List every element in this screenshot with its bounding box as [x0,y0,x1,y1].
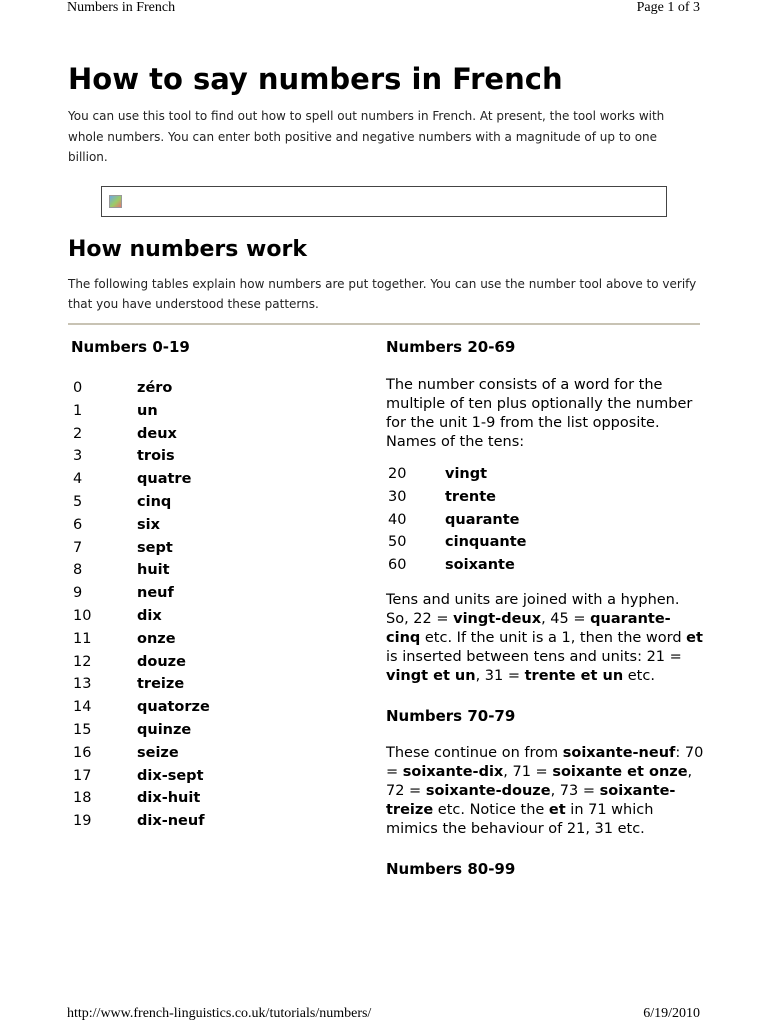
section-intro: The following tables explain how numbers are put together. You can use the number tool above to verify that you have understood these patterns. [68,276,697,311]
number-word: dix-huit [137,790,201,807]
text-run: etc. Notice the [433,801,549,818]
number-row [71,628,361,651]
number-digit: 40 [388,511,407,528]
number-row [71,787,361,810]
number-tool-frame[interactable] [101,186,667,217]
text-run: etc. If the unit is a 1, then the word [420,629,687,646]
example-word: soixante et onze [552,763,688,780]
text-run: : 70 = [386,744,704,780]
number-word: huit [137,562,170,579]
number-digit: 60 [388,557,407,574]
number-digit: 5 [73,493,83,510]
tens-row [386,463,704,486]
main-content [68,58,700,325]
number-word: soixante [445,557,515,574]
page-title: How to say numbers in French [68,62,563,96]
number-row [71,559,361,582]
number-digit: 16 [73,744,92,761]
number-row [71,445,361,468]
number-row [71,810,361,833]
number-digit: 2 [73,425,83,442]
number-word: dix [137,607,162,624]
number-digit: 9 [73,585,83,602]
number-word: onze [137,630,176,647]
numbers-80-99-title: Numbers 80-99 [386,859,516,878]
number-row [71,514,361,537]
number-word: cinquante [445,534,527,551]
number-row [71,491,361,514]
example-word: soixante-douze [425,782,551,799]
number-word: zéro [137,380,173,396]
number-row [71,582,361,605]
number-digit: 11 [73,630,92,647]
number-row [71,696,361,719]
page-number: Page 1 of 3 [636,0,700,15]
number-row [71,423,361,446]
number-word: sept [137,539,173,556]
text-run: , 31 = [475,667,525,684]
example-word: trente et un [524,667,624,684]
number-word: quarante [445,511,520,528]
number-word: vingt [445,466,488,482]
number-row [71,651,361,674]
number-digit: 14 [73,699,92,716]
example-word: et [548,801,566,818]
number-word: six [137,516,160,533]
example-word: soixante-neuf [562,744,676,761]
number-digit: 50 [388,534,407,551]
number-digit: 4 [73,471,83,488]
number-word: douze [137,653,186,670]
tens-row [386,486,704,509]
page-header-title: Numbers in French [67,0,176,15]
number-word: un [137,402,158,419]
example-word: et [686,629,703,646]
example-word: vingt-deux [453,610,542,627]
number-digit: 3 [73,448,83,465]
example-word: quarante-cinq [386,610,671,646]
number-digit: 1 [73,402,83,419]
tens-list [386,463,704,577]
number-word: quatre [137,471,192,488]
numbers-0-19-title: Numbers 0-19 [71,338,190,356]
numbers-20-99-column [386,337,704,879]
number-row [71,765,361,788]
number-row [71,537,361,560]
numbers-0-19-list [71,377,361,833]
text-run: etc. [623,667,655,684]
number-word: trois [137,448,175,465]
text-run: Tens and units are joined with a hyphen. So, 22 = [386,591,680,627]
text-run: , 45 = [541,610,591,627]
number-word: deux [137,425,177,442]
number-row [71,719,361,742]
number-digit: 12 [73,653,92,670]
footer-url: http://www.french-linguistics.co.uk/tutorials/numbers/ [67,1006,372,1021]
number-word: quatorze [137,699,210,716]
broken-image-icon [109,195,122,208]
number-digit: 7 [73,539,83,556]
numbers-70-79-title: Numbers 70-79 [386,706,516,725]
number-digit: 10 [73,607,92,624]
number-digit: 20 [388,466,407,482]
number-word: cinq [137,493,172,510]
number-word: dix-neuf [137,813,205,830]
number-word: quinze [137,721,192,738]
number-digit: 30 [388,488,407,505]
tens-row [386,531,704,554]
number-word: treize [137,676,185,693]
number-digit: 15 [73,721,92,738]
number-digit: 18 [73,790,92,807]
numbers-0-19-column [71,337,361,833]
number-digit: 19 [73,813,92,830]
intro-paragraph: You can use this tool to find out how to spell out numbers in French. At present, the tool works with whole numbers. You can enter both positive and negative numbers with a magnitude of up to one billion. [68,109,665,164]
number-row [71,400,361,423]
text-run: These continue on from [386,744,563,761]
number-word: neuf [137,585,174,602]
text-run: , 72 = [386,763,693,799]
number-row [71,742,361,765]
text-run: in 71 which mimics the behaviour of 21, 31 etc. [386,801,654,837]
number-digit: 8 [73,562,83,579]
example-word: soixante-dix [402,763,504,780]
section-heading: How numbers work [68,236,307,262]
numbers-20-69-intro: The number consists of a word for the multiple of ten plus optionally the number for the unit 1-9 from the list opposite. Names of the tens: [386,377,693,450]
number-row [71,673,361,696]
tens-units-joining-paragraph [386,591,704,686]
example-word: soixante-treize [386,782,676,818]
number-row [71,377,361,400]
tens-row [386,509,704,532]
number-digit: 17 [73,767,92,784]
number-digit: 13 [73,676,92,693]
example-word: vingt et un [386,667,476,684]
number-row [71,468,361,491]
text-run: is inserted between tens and units: 21 = [386,648,682,665]
divider [68,323,700,325]
tens-row [386,554,704,577]
number-word: trente [445,488,497,505]
footer-date: 6/19/2010 [643,1006,700,1021]
text-run: , 73 = [550,782,600,799]
number-digit: 0 [73,380,83,396]
numbers-70-79-paragraph [386,744,704,839]
number-row [71,605,361,628]
numbers-20-69-title: Numbers 20-69 [386,338,516,356]
text-run: , 71 = [503,763,553,780]
number-word: dix-sept [137,767,204,784]
number-word: seize [137,744,179,761]
number-digit: 6 [73,516,83,533]
